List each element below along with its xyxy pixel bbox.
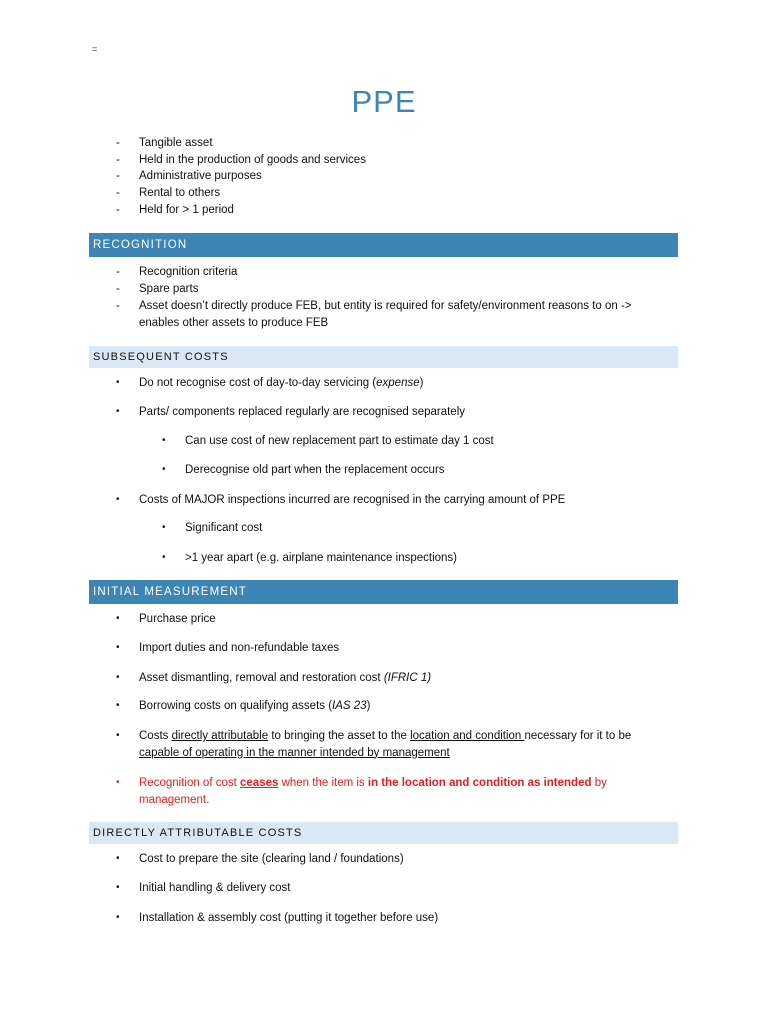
bullet-dot: •	[116, 672, 120, 683]
section-heading-directly-attributable: DIRECTLY ATTRIBUTABLE COSTS	[89, 822, 678, 844]
dash-bullet: -	[116, 283, 120, 295]
bullet-dot: •	[116, 730, 120, 741]
dash-bullet: -	[116, 187, 120, 199]
page-marker: =	[92, 44, 98, 54]
bullet-dot: •	[116, 642, 120, 653]
bullet-dot: •	[116, 912, 120, 923]
bullet-dot: •	[162, 464, 166, 475]
dash-bullet: -	[116, 204, 120, 216]
dash-bullet: -	[116, 154, 120, 166]
dash-bullet: -	[116, 300, 120, 312]
page-title: PPE	[351, 84, 417, 119]
dash-bullet: -	[116, 170, 120, 182]
bullet-dot: •	[116, 853, 120, 864]
document-page: = PPE - Tangible asset - Held in the production of goods and services - Administrative purposes - Rental to others - Held for > 1 period RECOGNITION - Recognition criteria - Spare parts - Asset doesn’t directly produce FEB, but entity is required for safety/environment reasons to on -> enables other assets to produce FEB SUBSEQUENT COSTS • Do not recognise cost of day-to-day servicing (expense) • Parts/ components replaced regularly are recognised separately • Can use cost of new replacement part to estimate day 1 cost • Derecognise old part when the replacement occurs • Costs of MAJOR inspections incurred are recognised in the carrying amount of PPE • Significant cost • >1 year apart (e.g. airplane maintenance inspections) INITIAL MEASUREMENT • Purchase price • Import duties and non-refundable taxes • Asset dismantling, removal and restoration cost (IFRIC 1) • Borrowing costs on qualifying assets (IAS 23) • Costs directly attributable to bringing the asset to the location and condition necessary for it to be capable of operating in the manner intended by management • Recognition of cost ceases when the item is in the location and condition as intended by management. DIRECTLY ATTRIBUTABLE COSTS • Cost to prepare the site (clearing land / foundations) • Initial handling & delivery cost • Installation & assembly cost (putting it together before use)	[0, 0, 768, 1024]
bullet-dot: •	[116, 613, 120, 624]
section-heading-initial-measurement: INITIAL MEASUREMENT	[89, 580, 678, 604]
dash-bullet: -	[116, 266, 120, 278]
section-heading-recognition: RECOGNITION	[89, 233, 678, 257]
dash-bullet: -	[116, 137, 120, 149]
bullet-dot: •	[116, 494, 120, 505]
bullet-dot: •	[162, 435, 166, 446]
bullet-dot: •	[162, 552, 166, 563]
bullet-dot: •	[162, 522, 166, 533]
bullet-dot: •	[116, 882, 120, 893]
bullet-dot: •	[116, 700, 120, 711]
bullet-dot: •	[116, 777, 120, 788]
bullet-dot: •	[116, 377, 120, 388]
section-heading-subsequent-costs: SUBSEQUENT COSTS	[89, 346, 678, 368]
bullet-dot: •	[116, 406, 120, 417]
